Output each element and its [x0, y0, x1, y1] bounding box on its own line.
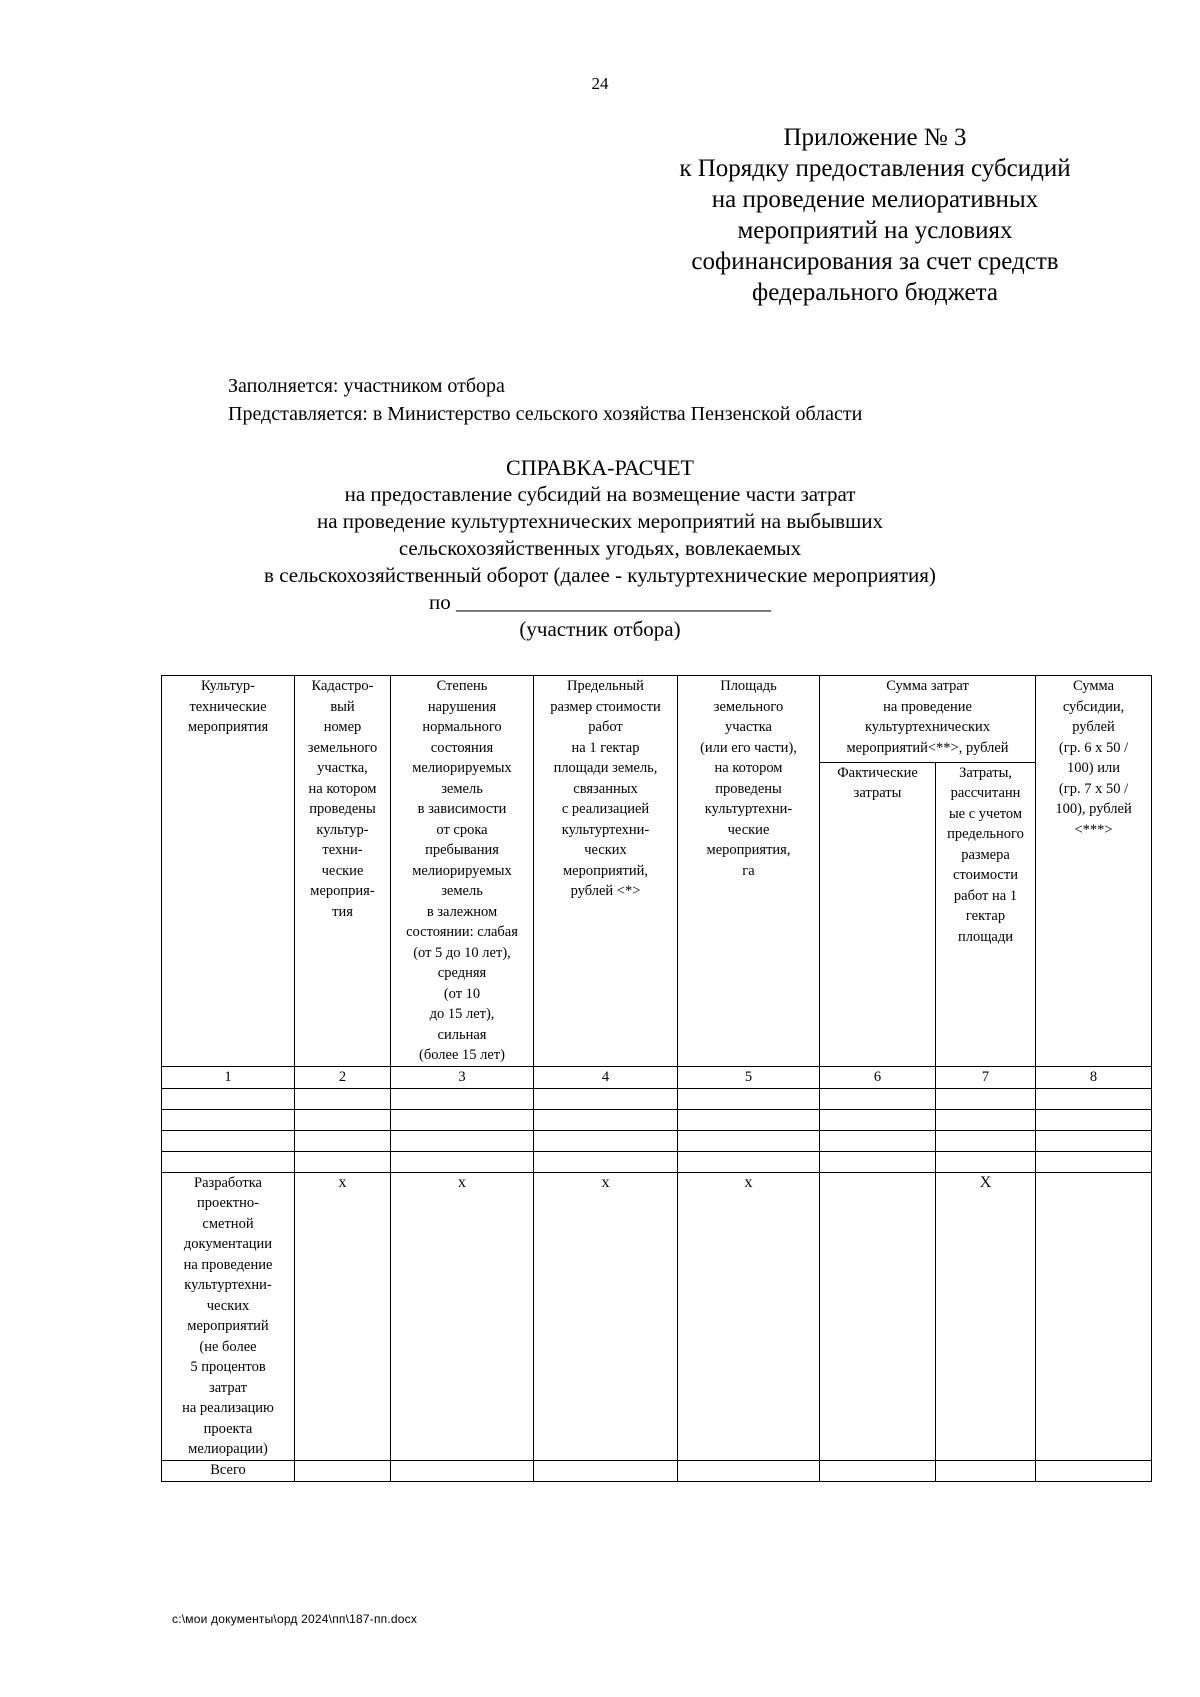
not-applicable-mark: Х [936, 1172, 1036, 1460]
column-number: 7 [936, 1066, 1036, 1088]
header-cell-activities: Культур- технические мероприятия [162, 676, 295, 1067]
document-title [0, 454, 1200, 643]
table-cell[interactable] [162, 1151, 295, 1172]
title-main: СПРАВКА-РАСЧЕТ [506, 455, 694, 480]
page-number: 24 [591, 74, 609, 93]
design-documentation-label: Разработка проектно- сметной документации на проведение культуртехни- ческих мероприятий (не более 5 процентов затрат на реализацию проекта мелиорации) [162, 1172, 295, 1460]
column-number: 3 [391, 1066, 534, 1088]
not-applicable-mark: х [678, 1172, 820, 1460]
not-applicable-mark: х [534, 1172, 678, 1460]
title-line: на предоставление субсидий на возмещение части затрат [344, 482, 856, 506]
filled-by-text: Заполняется: участником отбора [228, 375, 505, 397]
table-cell[interactable] [391, 1151, 534, 1172]
header-cell-subsidy-sum: Сумма субсидии, рублей (гр. 6 x 50 / 100) или (гр. 7 x 50 / 100), рублей <***> [1036, 676, 1152, 1067]
table-cell[interactable] [1036, 1088, 1152, 1109]
table-cell[interactable] [820, 1172, 936, 1460]
table-cell[interactable] [534, 1088, 678, 1109]
table-cell[interactable] [295, 1151, 391, 1172]
table-row [162, 1151, 1152, 1172]
table-cell[interactable] [295, 1109, 391, 1130]
table-cell[interactable] [678, 1109, 820, 1130]
table-row [162, 1088, 1152, 1109]
table-cell[interactable] [162, 1088, 295, 1109]
appendix-line: на проведение мелиоративных [711, 186, 1039, 213]
table-cell[interactable] [936, 1151, 1036, 1172]
appendix-heading [640, 122, 1110, 308]
table-cell[interactable] [295, 1460, 391, 1481]
table-cell[interactable] [1036, 1151, 1152, 1172]
header-cell-costs-group: Сумма затрат на проведение культуртехнических мероприятий<**>, рублей [820, 676, 1036, 763]
table-cell[interactable] [820, 1460, 936, 1481]
table-cell[interactable] [1036, 1172, 1152, 1460]
column-number: 2 [295, 1066, 391, 1088]
appendix-line: к Порядку предоставления субсидий [679, 155, 1071, 182]
appendix-line: федерального бюджета [752, 279, 998, 306]
appendix-line: Приложение № 3 [783, 124, 967, 151]
header-cell-area: Площадь земельного участка (или его части), на котором проведены культуртехни- ческие мероприятия, га [678, 676, 820, 1067]
table-cell[interactable] [534, 1151, 678, 1172]
not-applicable-mark: х [295, 1172, 391, 1460]
table-cell[interactable] [678, 1088, 820, 1109]
appendix-line: мероприятий на условиях [737, 217, 1013, 244]
appendix-line: софинансирования за счет средств [691, 248, 1059, 275]
column-number: 8 [1036, 1066, 1152, 1088]
table-cell[interactable] [936, 1460, 1036, 1481]
table-cell[interactable] [820, 1151, 936, 1172]
footer-file-path: c:\мои документы\орд 2024\пп\187-пп.docx [172, 1612, 418, 1626]
table-cell[interactable] [391, 1109, 534, 1130]
design-documentation-row [162, 1172, 1152, 1460]
header-cell-disturbance-degree: Степень нарушения нормального состояния мелиорируемых земель в зависимости от срока пребывания мелиорируемых земель в залежном состоянии: слабая (от 5 до 10 лет), средняя (от 10 до 15 лет), сильная (более 15 лет) [391, 676, 534, 1067]
table-cell[interactable] [534, 1109, 678, 1130]
header-cell-max-cost: Предельный размер стоимости работ на 1 гектар площади земель, связанных с реализацией культуртехни- ческих мероприятий, рублей <*> [534, 676, 678, 1067]
header-cell-cadastral-number: Кадастро- вый номер земельного участка, на котором проведены культур- техни- ческие мероприя- тия [295, 676, 391, 1067]
table-cell[interactable] [534, 1130, 678, 1151]
header-cell-actual-costs: Фактические затраты [820, 762, 936, 1066]
table-cell[interactable] [936, 1130, 1036, 1151]
participant-caption: (участник отбора) [519, 617, 681, 641]
table-cell[interactable] [162, 1109, 295, 1130]
table-cell[interactable] [162, 1130, 295, 1151]
table-cell[interactable] [391, 1130, 534, 1151]
title-line: в сельскохозяйственный оборот (далее - культуртехнические мероприятия) [264, 563, 936, 587]
total-label: Всего [162, 1460, 295, 1481]
table-row [162, 1109, 1152, 1130]
table-cell[interactable] [391, 1088, 534, 1109]
participant-blank: по ______________________________ [429, 590, 771, 614]
title-line: на проведение культуртехнических мероприятий на выбывших [316, 509, 883, 533]
table-row [162, 1130, 1152, 1151]
title-line: сельскохозяйственных угодьях, вовлекаемых [398, 536, 802, 560]
table-cell[interactable] [936, 1088, 1036, 1109]
not-applicable-mark: х [391, 1172, 534, 1460]
total-row [162, 1460, 1152, 1481]
table-cell[interactable] [1036, 1130, 1152, 1151]
column-number: 4 [534, 1066, 678, 1088]
submitted-to-text: Представляется: в Министерство сельского хозяйства Пензенской области [228, 403, 863, 425]
table-cell[interactable] [1036, 1460, 1152, 1481]
column-number: 1 [162, 1066, 295, 1088]
column-numbers-row [162, 1066, 1152, 1088]
table-cell[interactable] [678, 1151, 820, 1172]
table-cell[interactable] [391, 1460, 534, 1481]
table-cell[interactable] [534, 1460, 678, 1481]
table-cell[interactable] [678, 1460, 820, 1481]
table-cell[interactable] [820, 1088, 936, 1109]
column-number: 6 [820, 1066, 936, 1088]
table-cell[interactable] [820, 1109, 936, 1130]
table-cell[interactable] [820, 1130, 936, 1151]
calculation-table [161, 675, 1152, 1482]
table-cell[interactable] [295, 1130, 391, 1151]
header-cell-calculated-costs: Затраты, рассчитанн ые с учетом предельного размера стоимости работ на 1 гектар площади [936, 762, 1036, 1066]
header-row [162, 676, 1152, 763]
table-cell[interactable] [295, 1088, 391, 1109]
table-cell[interactable] [1036, 1109, 1152, 1130]
column-number: 5 [678, 1066, 820, 1088]
table-cell[interactable] [936, 1109, 1036, 1130]
table-cell[interactable] [678, 1130, 820, 1151]
fill-info [228, 372, 862, 428]
